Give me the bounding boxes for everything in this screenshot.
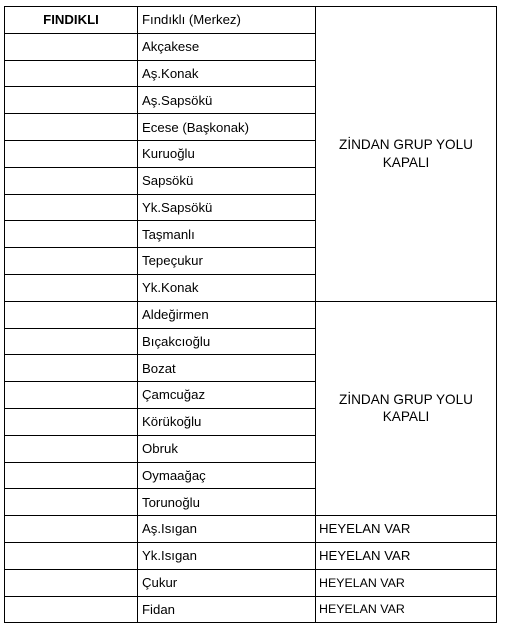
row-status: HEYELAN VAR [316, 569, 497, 596]
village-name: Yk.Konak [138, 274, 316, 301]
table-row [5, 7, 497, 34]
district-cell [5, 408, 138, 435]
road-status-table [4, 6, 497, 623]
table-row [5, 569, 497, 596]
village-name: Çamcuğaz [138, 382, 316, 409]
group-status: ZİNDAN GRUP YOLU KAPALI [316, 301, 497, 515]
district-cell [5, 516, 138, 543]
district-cell [5, 60, 138, 87]
district-cell [5, 569, 138, 596]
village-name: Ecese (Başkonak) [138, 114, 316, 141]
village-name: Aldeğirmen [138, 301, 316, 328]
district-cell [5, 140, 138, 167]
village-name: Fındıklı (Merkez) [138, 7, 316, 34]
village-name: Oymaağaç [138, 462, 316, 489]
district-cell [5, 194, 138, 221]
district-cell [5, 328, 138, 355]
village-name: Akçakese [138, 33, 316, 60]
district-cell [5, 167, 138, 194]
district-cell [5, 435, 138, 462]
village-name: Yk.Isıgan [138, 542, 316, 569]
district-cell [5, 274, 138, 301]
village-name: Torunoğlu [138, 489, 316, 516]
village-name: Bıçakcıoğlu [138, 328, 316, 355]
district-cell [5, 221, 138, 248]
district-cell [5, 114, 138, 141]
village-name: Sapsökü [138, 167, 316, 194]
village-name: Tepeçukur [138, 248, 316, 275]
district-cell [5, 33, 138, 60]
table-row [5, 596, 497, 623]
village-name: Çukur [138, 569, 316, 596]
table-row [5, 301, 497, 328]
village-name: Kuruoğlu [138, 140, 316, 167]
district-cell [5, 248, 138, 275]
district-cell [5, 462, 138, 489]
row-status: HEYELAN VAR [316, 516, 497, 543]
village-name: Obruk [138, 435, 316, 462]
district-cell [5, 489, 138, 516]
district-cell [5, 355, 138, 382]
row-status: HEYELAN VAR [316, 596, 497, 623]
village-name: Fidan [138, 596, 316, 623]
village-name: Bozat [138, 355, 316, 382]
district-cell [5, 87, 138, 114]
district-name: FINDIKLI [5, 7, 138, 34]
district-cell [5, 542, 138, 569]
table-row [5, 542, 497, 569]
district-cell [5, 382, 138, 409]
group-status: ZİNDAN GRUP YOLU KAPALI [316, 7, 497, 302]
village-name: Aş.Sapsökü [138, 87, 316, 114]
village-name: Aş.Konak [138, 60, 316, 87]
district-cell [5, 596, 138, 623]
district-cell [5, 301, 138, 328]
table-row [5, 516, 497, 543]
village-name: Körükoğlu [138, 408, 316, 435]
village-name: Taşmanlı [138, 221, 316, 248]
village-name: Aş.Isıgan [138, 516, 316, 543]
row-status: HEYELAN VAR [316, 542, 497, 569]
village-name: Yk.Sapsökü [138, 194, 316, 221]
